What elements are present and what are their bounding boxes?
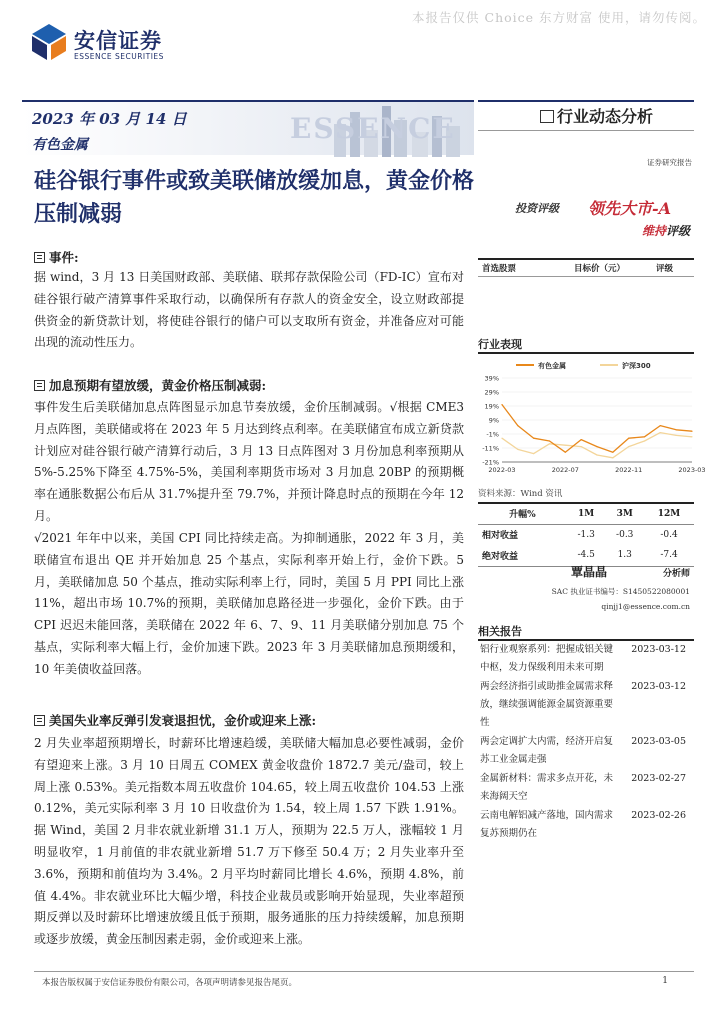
report-type-rule — [478, 130, 694, 131]
related-report-date: 2023-03-05 — [631, 736, 686, 747]
x-tick-label: 2022-11 — [615, 466, 643, 474]
data-point — [501, 404, 502, 405]
rating-value: 领先大市-A — [588, 199, 672, 218]
analyst-title: 分析师 — [662, 569, 690, 579]
related-report-item[interactable] — [478, 770, 694, 806]
section-heading-text: 美国失业率反弹引发衰退担忧，金价或迎来上涨: — [49, 713, 317, 728]
section-icon — [34, 380, 45, 391]
data-point — [660, 432, 661, 433]
logo-cn: 安信证券 — [74, 29, 162, 53]
data-point — [581, 446, 582, 447]
report-type — [540, 104, 653, 127]
y-tick-label: 19% — [484, 402, 499, 411]
performance-title: 行业表现 — [478, 338, 522, 351]
research-label: 证券研究报告 — [647, 158, 692, 167]
section-paragraph: 事件发生后美联储加息点阵图显示加息节奏放缓，金价压制减弱。√根据 CME3 月点阵图，美联储或将在 2023 年 5 月达到终点利率。在美联储宣布成立新贷款计划应对硅谷银行破产清算行动后，3 月 13 日点阵图对 3 月份加息利率预期从 5%-5.25%下降至 4.75%-5%，美国利率期货市场对 3 月加息 20BP 的预期概率在通胀数据公布后从 31.7%提升至 79.7%，并预计降息时点的预期在今年 12 月。 — [34, 400, 464, 523]
analyst-name: 覃晶晶 — [571, 565, 608, 579]
related-report-item[interactable] — [478, 678, 694, 732]
performance-header-row — [478, 503, 694, 524]
data-point — [581, 439, 582, 440]
data-point — [517, 425, 518, 426]
data-point — [565, 445, 566, 446]
performance-header-cell: 1M — [567, 503, 606, 524]
y-tick-label: 9% — [488, 416, 499, 425]
section-icon — [34, 252, 45, 263]
table-cell: -1.3 — [577, 529, 595, 540]
table-cell: -0.4 — [660, 529, 678, 540]
data-point — [549, 443, 550, 444]
related-reports-title: 相关报告 — [478, 625, 522, 638]
data-point — [533, 438, 534, 439]
table-cell: -7.4 — [644, 545, 694, 566]
data-point — [517, 449, 518, 450]
related-report-title: 金属新材料：需求多点开花，未来海阔天空 — [480, 773, 614, 802]
sector-name: 有色金属 — [32, 137, 88, 153]
section-heading-unemployment — [34, 711, 316, 729]
table-cell: -0.3 — [616, 529, 634, 540]
header-rule — [478, 100, 694, 102]
performance-rule — [478, 352, 694, 354]
table-cell: -4.5 — [567, 545, 606, 566]
chart-legend — [516, 361, 651, 370]
section-icon — [34, 715, 45, 726]
logo-en: ESSENCE SECURITIES — [74, 52, 164, 61]
header-banner — [22, 100, 474, 155]
related-report-title: 两会定调扩大内需，经济开启复苏工业金属走强 — [480, 736, 614, 765]
table-cell: 1.3 — [605, 545, 644, 566]
stock-col-rating: 评级 — [656, 264, 674, 274]
data-point — [676, 435, 677, 436]
banner-essence: ESSENCE — [290, 112, 456, 145]
table-row — [478, 524, 694, 545]
data-point — [596, 454, 597, 455]
row-label: 相对收益 — [482, 531, 519, 542]
data-point — [644, 436, 645, 437]
section-heading-rate — [34, 376, 266, 394]
data-point — [549, 440, 550, 441]
stock-col-target: 目标价（元） — [574, 264, 626, 274]
related-report-date: 2023-03-12 — [631, 681, 686, 692]
y-tick-label: -1% — [486, 430, 499, 439]
series-line — [502, 405, 692, 453]
analyst-cert: SAC 执业证书编号：S1450522080001 — [551, 587, 690, 596]
data-point — [628, 438, 629, 439]
related-report-title: 两会经济指引或助推金属需求释放，继续强调能源金属资源重要性 — [480, 681, 614, 728]
footer-rule — [34, 971, 694, 972]
x-tick-label: 2023-03 — [678, 466, 706, 474]
analyst-email[interactable]: qinjj1@essence.com.cn — [601, 602, 690, 611]
y-tick-label: -21% — [482, 458, 499, 467]
related-report-item[interactable] — [478, 641, 694, 677]
y-tick-label: 29% — [484, 388, 499, 397]
related-reports-list — [478, 639, 694, 843]
section-paragraph: √2021 年年中以来，美国 CPI 同比持续走高。为抑制通胀，2022 年 3 月，美联储宣布退出 QE 并开始加息 25 个基点，实际利率开始上行，金价下跌。5 月，美联储加息 50 个基点，推动实际利率上行，同时，美国 5 月 PPI 同比上涨 11%，超出市场 10.7%的预期，美联储加息路径进一步强化，金价下跌。由于 CPI 迟迟未能回落，美联储在 2022 年 6、7、9、11 月美联储分别加息 75 个基点，实际利率大幅上行，金价加速下跌。2023 年 3 月美联储加息预期缓和，10 年美债收益回落。 — [34, 531, 464, 676]
stock-rule — [478, 258, 694, 260]
watermark: 本报告仅供 Choice 东方财富 使用，请勿传阅。 — [412, 10, 706, 25]
related-report-title: 铝行业观察系列：把握成铝关键中枢，发力保级利用未来可期 — [480, 644, 614, 673]
page-number: 1 — [662, 976, 668, 986]
report-type-label: 行业动态分析 — [557, 107, 654, 126]
rating-label: 投资评级 — [515, 202, 559, 215]
chart-grid — [502, 378, 692, 462]
legend-label: 沪深300 — [622, 362, 651, 370]
chart-y-ticks — [482, 375, 499, 467]
chart-source: 资料来源：Wind 资讯 — [478, 489, 563, 499]
related-report-item[interactable] — [478, 807, 694, 843]
chart-icon — [540, 110, 554, 123]
section-heading-text: 加息预期有望放缓，黄金价格压制减弱: — [49, 378, 267, 393]
related-report-date: 2023-02-27 — [631, 773, 686, 784]
rating-status-prefix: 维持 — [641, 224, 666, 238]
performance-chart — [478, 356, 706, 480]
section-paragraph: 2 月失业率超预期增长，时薪环比增速趋缓，美联储大幅加息必要性减弱，金价有望迎来上涨。3 月 10 日周五 COMEX 黄金收盘价 1872.7 美元/盎司，较上周上涨 0.53%。美元指数本周五收盘价 104.65，较上周五收盘价 104.53 上涨 0.12%，美元实际利率 3 月 10 日收盘价为 1.54，较上周 1.57 下跌 1.91%。据 Wind，美国 2 月非农就业新增 31.1 万人，预期为 22.5 万人，涨幅较 1 月明显收窄，1 月前值的非农就业新增 51.7 万下修至 50.4 万；2 月失业率升至 3.6%，预期和前值均为 3.4%。2 月平均时薪同比增长 4.6%，预期 4.8%，前值 4.4%。非农就业环比大幅少增，科技企业裁员或影响开始显现，失业率超预期反弹以及时薪环比增速放缓且低于预期，服务通胀的压力持续缓解，加息预期或逐步放缓，黄金压制因素走弱，金价或迎来上涨。 — [34, 736, 464, 947]
footer-text: 本报告版权属于安信证券股份有限公司，各项声明请参见报告尾页。 — [42, 978, 298, 988]
data-point — [628, 446, 629, 447]
data-point — [501, 438, 502, 439]
company-logo — [32, 24, 192, 74]
data-point — [660, 425, 661, 426]
rating-status — [642, 222, 690, 239]
data-point — [691, 431, 692, 432]
row-label: 绝对收益 — [478, 545, 567, 566]
report-date: 2023 年 03 月 14 日 — [32, 110, 187, 128]
legend-label: 有色金属 — [538, 362, 566, 370]
data-point — [565, 452, 566, 453]
data-point — [644, 440, 645, 441]
report-title: 硅谷银行事件或致美联储放缓加息，黄金价格压制减弱 — [34, 168, 475, 227]
data-point — [533, 453, 534, 454]
section-heading-text: 事件: — [49, 250, 79, 265]
stock-col-stock: 首选股票 — [482, 264, 517, 274]
logo-mark-icon — [32, 24, 66, 60]
performance-header-cell: 3M — [605, 503, 644, 524]
data-point — [691, 436, 692, 437]
performance-header-cell: 升幅% — [478, 503, 567, 524]
data-point — [612, 457, 613, 458]
performance-table — [478, 502, 694, 567]
related-report-title: 云南电解铝减产落地，国内需求复苏预期仍在 — [480, 810, 614, 839]
stock-rule-bottom — [478, 276, 694, 277]
section-paragraph: 据 wind，3 月 13 日美国财政部、美联储、联邦存款保险公司（FD-IC）宣布对硅谷银行破产清算事件采取行动，以确保所有存款人的资金安全，设立财政部提供资金的新贷款计划，将使硅谷银行的储户可以支取所有资金，并准备应对可能出现的流动性压力。 — [34, 270, 464, 350]
data-point — [676, 429, 677, 430]
y-tick-label: 39% — [484, 374, 499, 383]
rating-status-suffix: 评级 — [665, 224, 690, 238]
x-tick-label: 2022-07 — [551, 466, 579, 474]
chart-x-ticks — [488, 466, 705, 474]
related-report-date: 2023-03-12 — [631, 644, 686, 655]
data-point — [612, 452, 613, 453]
y-tick-label: -11% — [482, 444, 499, 453]
related-report-date: 2023-02-26 — [631, 810, 686, 821]
chart-lines — [501, 404, 692, 458]
section-heading-event — [34, 248, 79, 266]
data-point — [596, 446, 597, 447]
related-report-item[interactable] — [478, 733, 694, 769]
performance-header-cell: 12M — [644, 503, 694, 524]
x-tick-label: 2022-03 — [488, 466, 516, 474]
